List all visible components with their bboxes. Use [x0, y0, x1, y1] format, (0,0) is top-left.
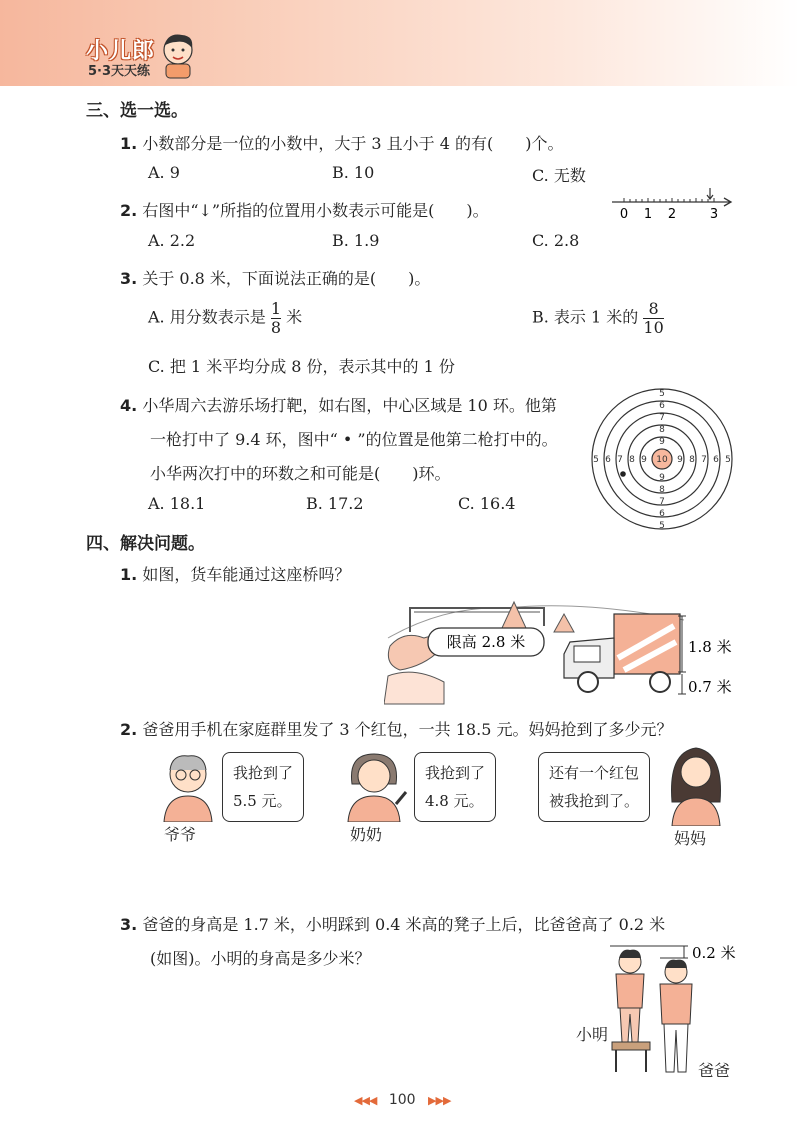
next-arrows-icon: ▶▶▶	[428, 1094, 451, 1107]
prev-arrows-icon: ◀◀◀	[354, 1094, 377, 1107]
p1-number: 1.	[120, 565, 138, 584]
tick-3: 3	[709, 207, 719, 222]
mascot-boy-icon	[156, 30, 200, 80]
p3-number: 3.	[120, 915, 138, 934]
grandma-label: 奶奶	[350, 825, 383, 844]
mom-line2: 被我抢到了。	[549, 792, 640, 810]
mom-avatar	[664, 742, 728, 826]
q1-stem: 小数部分是一位的小数中，大于 3 且小于 4 的有( )个。	[142, 134, 564, 153]
q2-option-a: A. 2.2	[148, 231, 196, 250]
section4-title: 四、解决问题。	[86, 534, 205, 554]
bridge-truck-illustration	[384, 586, 740, 706]
ring-label-5-3: 5	[725, 455, 731, 465]
p3-stem-1: 爸爸的身高是 1.7 米，小明踩到 0.4 米高的凳子上后，比爸爸高了 0.2 米	[142, 915, 666, 934]
p2-text	[120, 717, 672, 740]
q4-option-c: C. 16.4	[458, 494, 516, 513]
q2-text	[120, 198, 489, 221]
ring-label-6-2: 6	[605, 455, 611, 465]
p3-line1	[120, 912, 665, 935]
q4-stem-1: 小华周六去游乐场打靶，如右图，中心区域是 10 环。他第	[142, 396, 557, 415]
ring-label-7-2: 7	[617, 455, 623, 465]
q3-number: 3.	[120, 269, 138, 288]
q3-option-b	[532, 300, 664, 336]
p3-line2: (如图)。小明的身高是多少米？	[150, 949, 371, 968]
brand-subtitle: 5·3天天练	[88, 64, 151, 79]
grandpa-line1: 我抢到了	[233, 764, 294, 782]
q4-option-a: A. 18.1	[148, 494, 206, 513]
fraction-eight-tenths: $\frac{8}{10}$	[643, 299, 664, 337]
grandpa-speech-bubble	[222, 752, 304, 822]
q4-line2: 一枪打中了 9.4 环，图中“ • ”的位置是他第二枪打中的。	[150, 430, 558, 449]
truck-base-height: 0.7 米	[688, 678, 732, 696]
hit-dot	[620, 471, 626, 477]
ring-label-8-2: 8	[629, 455, 635, 465]
q3-option-a	[148, 300, 302, 336]
q3-option-c: C. 把 1 米平均分成 8 份，表示其中的 1 份	[148, 357, 455, 376]
grandma-line1: 我抢到了	[425, 764, 486, 782]
ring-label-9-0: 9	[659, 437, 665, 447]
dad-label: 爸爸	[698, 1061, 731, 1080]
mom-label: 妈妈	[674, 829, 707, 848]
ring-label-8-0: 8	[659, 425, 665, 435]
grandpa-line2: 5.5 元。	[233, 792, 292, 810]
ring-label-5-1: 5	[659, 521, 665, 531]
q1-option-b: B. 10	[332, 163, 375, 182]
ring-label-7-3: 7	[701, 455, 707, 465]
grandma-line2: 4.8 元。	[425, 792, 484, 810]
grandma-avatar	[340, 748, 410, 822]
q2-option-c: C. 2.8	[532, 231, 580, 250]
brand-logo: 小儿郎	[86, 39, 156, 64]
q4-line1	[120, 393, 557, 416]
ring-label-5-0: 5	[659, 389, 665, 399]
q4-option-b: B. 17.2	[306, 494, 364, 513]
fraction-one-eighth: $\frac{1}{8}$	[270, 299, 282, 337]
page-number: 100	[388, 1092, 416, 1108]
ring-label-10-0: 10	[656, 455, 668, 465]
xiaoming-label: 小明	[576, 1025, 609, 1044]
p2-number: 2.	[120, 720, 138, 739]
tick-2: 2	[667, 207, 677, 222]
q3-text	[120, 266, 430, 289]
q1-number: 1.	[120, 134, 138, 153]
ring-label-8-3: 8	[689, 455, 695, 465]
grandma-speech-bubble	[414, 752, 496, 822]
q3-a-suffix: 米	[286, 307, 303, 327]
ring-label-6-1: 6	[659, 509, 665, 519]
grandpa-label: 爷爷	[164, 825, 197, 844]
q1-option-a: A. 9	[148, 163, 180, 182]
q2-number: 2.	[120, 201, 138, 220]
mom-line1: 还有一个红包	[549, 764, 640, 782]
grandpa-avatar	[156, 748, 220, 822]
p2-stem: 爸爸用手机在家庭群里发了 3 个红包，一共 18.5 元。妈妈抢到了多少元？	[142, 720, 673, 739]
number-line	[606, 186, 736, 222]
q3-b-prefix: B. 表示 1 米的	[532, 307, 639, 327]
q1-text	[120, 131, 564, 154]
p1-text	[120, 562, 350, 585]
q3-stem: 关于 0.8 米，下面说法正确的是( )。	[142, 269, 431, 288]
q2-stem: 右图中“↓”所指的位置用小数表示可能是( )。	[142, 201, 489, 220]
target-diagram	[590, 387, 734, 531]
ring-label-9-3: 9	[677, 455, 683, 465]
truck-body-height: 1.8 米	[688, 638, 732, 656]
ring-label-7-0: 7	[659, 413, 665, 423]
tick-1: 1	[643, 207, 653, 222]
ring-label-9-1: 9	[659, 473, 665, 483]
ring-label-6-0: 6	[659, 401, 665, 411]
section3-title: 三、选一选。	[86, 101, 188, 121]
ring-label-6-3: 6	[713, 455, 719, 465]
height-diff-label: 0.2 米	[692, 944, 736, 962]
mom-speech-bubble	[538, 752, 650, 822]
q4-line3: 小华两次打中的环数之和可能是( )环。	[150, 464, 451, 483]
height-limit-sign: 限高 2.8 米	[446, 633, 526, 651]
q2-option-b: B. 1.9	[332, 231, 380, 250]
q1-option-c: C. 无数	[532, 166, 586, 185]
ring-label-7-1: 7	[659, 497, 665, 507]
page-footer	[354, 1092, 450, 1108]
ring-label-9-2: 9	[641, 455, 647, 465]
ring-label-5-2: 5	[593, 455, 599, 465]
tick-0: 0	[619, 207, 629, 222]
q3-a-prefix: A. 用分数表示是	[148, 307, 266, 327]
ring-label-8-1: 8	[659, 485, 665, 495]
p1-stem: 如图，货车能通过这座桥吗？	[142, 565, 351, 584]
q4-number: 4.	[120, 396, 138, 415]
